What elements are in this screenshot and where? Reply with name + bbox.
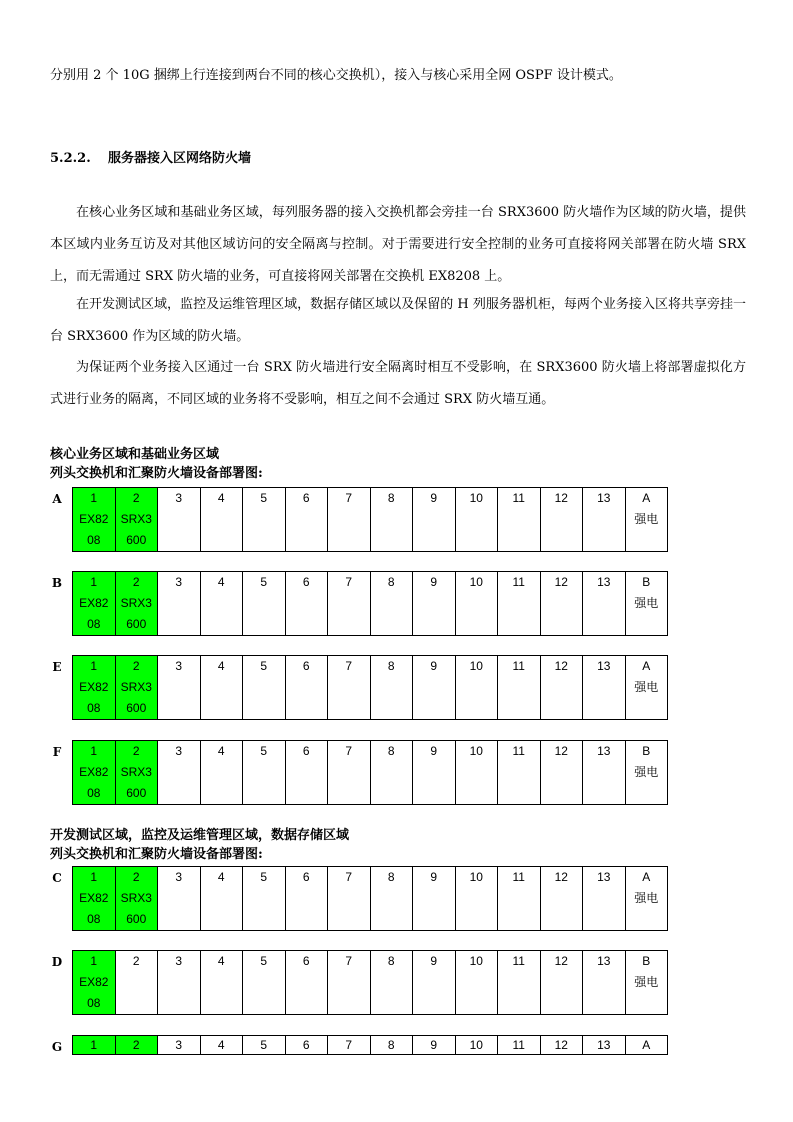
rack-cell xyxy=(370,741,413,805)
rack-cell-number: 5 xyxy=(260,659,268,673)
rack-cell xyxy=(200,1036,243,1055)
rack-cell xyxy=(243,951,286,1015)
rack-cell xyxy=(498,488,541,552)
rack-cell xyxy=(115,951,158,1015)
rack-cell-text: 1 xyxy=(90,744,98,758)
rack-cell-number: 5 xyxy=(260,491,268,505)
rack-cell-number: 9 xyxy=(430,491,438,505)
rack-cell-text: 强电 xyxy=(634,891,659,905)
rack-cell-number: 5 xyxy=(260,744,268,758)
rack-cell-number: 3 xyxy=(175,659,183,673)
rack-cell-text: 2 xyxy=(132,491,140,505)
rack-cell-text: B xyxy=(642,954,651,968)
rack-cell-text: 600 xyxy=(126,786,147,800)
rack-cell xyxy=(328,951,371,1015)
rack-cell xyxy=(328,488,371,552)
rack-cell-text: A xyxy=(642,491,651,505)
rack-cell xyxy=(498,951,541,1015)
rack-cell-number: 9 xyxy=(430,1038,438,1052)
rack-cell xyxy=(115,488,158,552)
rack-cell-number: 12 xyxy=(554,491,568,505)
rack-cell xyxy=(370,867,413,931)
rack-cell-text: 08 xyxy=(87,533,101,547)
rack-cell xyxy=(540,656,583,720)
rack-cell-text: 08 xyxy=(87,617,101,631)
rack-cell xyxy=(285,656,328,720)
rack-cell xyxy=(583,741,626,805)
rack-cell xyxy=(498,572,541,636)
rack-cell xyxy=(370,951,413,1015)
rack-cell-text: EX82 xyxy=(79,975,109,989)
rack-cell xyxy=(200,867,243,931)
rack-cell-number: 11 xyxy=(512,575,525,589)
rack-cell-number: 6 xyxy=(302,659,310,673)
rack-cell xyxy=(115,1036,158,1055)
table-row xyxy=(73,867,668,931)
rack-cell xyxy=(115,656,158,720)
rack-cell xyxy=(115,867,158,931)
rack-cell xyxy=(158,1036,201,1055)
rack-cell-number: 11 xyxy=(512,491,525,505)
rack-cell xyxy=(625,741,668,805)
rack-row-label: F xyxy=(52,745,62,759)
rack-cell xyxy=(115,741,158,805)
rack-cell-number: 10 xyxy=(469,491,483,505)
rack-cell xyxy=(200,572,243,636)
rack-cell-text: EX82 xyxy=(79,891,109,905)
rack-cell-number: 7 xyxy=(345,954,353,968)
rack-cell xyxy=(285,488,328,552)
rack-cell-number: 4 xyxy=(217,491,225,505)
rack-cell xyxy=(413,656,456,720)
rack-table-e xyxy=(72,655,668,720)
rack-cell xyxy=(158,572,201,636)
rack-cell-number: 4 xyxy=(217,870,225,884)
rack-cell-number: 6 xyxy=(302,954,310,968)
rack-cell xyxy=(285,741,328,805)
rack-cell-number: 7 xyxy=(345,870,353,884)
rack-cell xyxy=(328,741,371,805)
rack-cell xyxy=(455,867,498,931)
rack-cell xyxy=(583,488,626,552)
rack-cell xyxy=(243,656,286,720)
rack-cell xyxy=(243,741,286,805)
rack-cell-number: 8 xyxy=(387,575,395,589)
rack-cell xyxy=(625,951,668,1015)
rack-cell-text: B xyxy=(642,575,651,589)
rack-cell-number: 10 xyxy=(469,870,483,884)
rack-cell xyxy=(540,951,583,1015)
rack-cell xyxy=(285,867,328,931)
table-row xyxy=(73,488,668,552)
rack-cell-number: 11 xyxy=(512,659,525,673)
rack-cell-number: 11 xyxy=(512,870,525,884)
rack-cell-number: 6 xyxy=(302,575,310,589)
paragraph-3: 为保证两个业务接入区通过一台 SRX 防火墙进行安全隔离时相互不受影响，在 SRX3600 防火墙上将部署虚拟化方式进行业务的隔离，不同区域的业务将不受影响，相互之间不会通过 SRX 防火墙互通。 xyxy=(50,360,746,407)
rack-cell-text: 1 xyxy=(90,491,98,505)
rack-cell xyxy=(158,488,201,552)
rack-row-label: E xyxy=(52,660,62,674)
rack-cell xyxy=(158,951,201,1015)
rack-cell-number: 8 xyxy=(387,954,395,968)
rack-cell xyxy=(625,488,668,552)
rack-cell-text: 强电 xyxy=(634,765,659,779)
rack-cell xyxy=(73,951,116,1015)
section-heading xyxy=(50,149,251,169)
rack-cell-text: A xyxy=(642,659,651,673)
rack-cell-number: 5 xyxy=(260,954,268,968)
rack-cell-number: 12 xyxy=(554,575,568,589)
rack-cell xyxy=(73,488,116,552)
rack-cell-number: 11 xyxy=(512,954,525,968)
rack-cell-number: 3 xyxy=(175,870,183,884)
rack-cell-text: EX82 xyxy=(79,512,109,526)
table-row xyxy=(73,741,668,805)
rack-cell xyxy=(413,867,456,931)
rack-cell-text: 08 xyxy=(87,912,101,926)
rack-cell xyxy=(498,1036,541,1055)
rack-cell-number: 12 xyxy=(554,1038,568,1052)
rack-cell xyxy=(455,572,498,636)
rack-cell-text: 1 xyxy=(90,659,98,673)
rack-cell-number: 6 xyxy=(302,1038,310,1052)
rack-cell xyxy=(158,741,201,805)
rack-cell-text: A xyxy=(642,870,651,884)
rack-cell xyxy=(243,488,286,552)
rack-cell-text: SRX3 xyxy=(120,596,152,610)
rack-cell xyxy=(413,488,456,552)
rack-cell-number: 3 xyxy=(175,954,183,968)
rack-cell-text: 08 xyxy=(87,786,101,800)
rack-cell-text: 2 xyxy=(132,659,140,673)
rack-row-label: B xyxy=(51,576,63,590)
rack-cell xyxy=(285,1036,328,1055)
rack-cell-text: 600 xyxy=(126,617,147,631)
rack-cell-text: 1 xyxy=(90,870,98,884)
rack-cell-number: 8 xyxy=(387,1038,395,1052)
rack-cell-text: 强电 xyxy=(634,975,659,989)
rack-cell xyxy=(200,656,243,720)
rack-cell-number: 9 xyxy=(430,744,438,758)
rack-table-a xyxy=(72,487,668,552)
rack-cell-text: SRX3 xyxy=(120,512,152,526)
rack-cell xyxy=(73,656,116,720)
rack-cell xyxy=(200,488,243,552)
rack-cell-number: 7 xyxy=(345,659,353,673)
rack-cell-number: 13 xyxy=(597,659,611,673)
rack-cell xyxy=(625,1036,668,1055)
rack-cell-text: SRX3 xyxy=(120,891,152,905)
rack-cell xyxy=(243,867,286,931)
rack-cell-text: 强电 xyxy=(634,512,659,526)
rack-row-label: G xyxy=(51,1040,63,1054)
rack-cell-text: 600 xyxy=(126,701,147,715)
rack-table-f xyxy=(72,740,668,805)
rack-cell-number: 6 xyxy=(302,491,310,505)
rack-cell xyxy=(73,572,116,636)
rack-cell-number: 5 xyxy=(260,575,268,589)
rack-cell-number: 3 xyxy=(175,575,183,589)
rack-cell xyxy=(243,572,286,636)
rack-cell-number: 3 xyxy=(175,744,183,758)
rack-cell xyxy=(625,572,668,636)
rack-cell-number: 7 xyxy=(345,1038,353,1052)
group2-subtitle: 列头交换机和汇聚防火墙设备部署图: xyxy=(50,847,263,862)
rack-cell-text: 2 xyxy=(132,870,140,884)
table-row xyxy=(73,656,668,720)
rack-cell-number: 9 xyxy=(430,870,438,884)
group1-subtitle: 列头交换机和汇聚防火墙设备部署图: xyxy=(50,466,263,481)
rack-cell xyxy=(583,1036,626,1055)
table-row xyxy=(73,951,668,1015)
rack-cell-number: 3 xyxy=(175,491,183,505)
rack-cell-text: 1 xyxy=(90,575,98,589)
rack-cell xyxy=(540,741,583,805)
rack-cell xyxy=(200,951,243,1015)
rack-cell-number: 4 xyxy=(217,1038,225,1052)
rack-cell-text: SRX3 xyxy=(120,765,152,779)
rack-cell-text: 强电 xyxy=(634,596,659,610)
rack-cell-text: A xyxy=(642,1038,651,1052)
rack-cell xyxy=(158,867,201,931)
rack-cell xyxy=(413,572,456,636)
rack-cell-number: 13 xyxy=(597,1038,611,1052)
rack-cell-text: 1 xyxy=(90,1038,98,1052)
rack-cell-number: 12 xyxy=(554,870,568,884)
rack-cell-text: 08 xyxy=(87,996,101,1010)
table-row xyxy=(73,1036,668,1055)
rack-cell-number: 7 xyxy=(345,491,353,505)
rack-cell xyxy=(328,656,371,720)
rack-cell-text: 2 xyxy=(132,744,140,758)
group2-title: 开发测试区域，监控及运维管理区域，数据存储区域 xyxy=(50,828,350,843)
rack-cell-text: 08 xyxy=(87,701,101,715)
rack-cell xyxy=(413,1036,456,1055)
paragraph-2: 在开发测试区域，监控及运维管理区域，数据存储区域以及保留的 H 列服务器机柜，每两个业务接入区将共享旁挂一台 SRX3600 作为区域的防火墙。 xyxy=(50,297,746,344)
rack-cell xyxy=(243,1036,286,1055)
rack-cell-number: 12 xyxy=(554,954,568,968)
rack-cell xyxy=(583,572,626,636)
rack-cell xyxy=(73,1036,116,1055)
rack-cell-number: 6 xyxy=(302,744,310,758)
rack-cell-number: 10 xyxy=(469,659,483,673)
rack-cell-text: 600 xyxy=(126,533,147,547)
rack-cell-number: 7 xyxy=(345,744,353,758)
rack-cell-number: 12 xyxy=(554,659,568,673)
rack-cell xyxy=(328,867,371,931)
rack-cell-number: 13 xyxy=(597,870,611,884)
rack-cell-text: 2 xyxy=(132,575,140,589)
rack-cell xyxy=(583,951,626,1015)
rack-cell-text: 强电 xyxy=(634,680,659,694)
section-title: 服务器接入区网络防火墙 xyxy=(108,151,252,166)
rack-cell xyxy=(115,572,158,636)
rack-table-c xyxy=(72,866,668,931)
rack-cell xyxy=(370,488,413,552)
rack-cell-number: 13 xyxy=(597,575,611,589)
rack-cell xyxy=(413,951,456,1015)
rack-cell-number: 10 xyxy=(469,1038,483,1052)
paragraph-1: 在核心业务区域和基础业务区域，每列服务器的接入交换机都会旁挂一台 SRX3600 防火墙作为区域的防火墙，提供本区域内业务互访及对其他区域访问的安全隔离与控制。对于需要进行安全控制的业务可直接将网关部署在防火墙 SRX 上，而无需通过 SRX 防火墙的业务，可直接将网关部署在交换机 EX8208 上。 xyxy=(50,205,746,284)
intro-line: 分别用 2 个 10G 捆绑上行连接到两台不同的核心交换机），接入与核心采用全网 OSPF 设计模式。 xyxy=(50,68,622,83)
rack-cell-number: 12 xyxy=(554,744,568,758)
rack-cell xyxy=(158,656,201,720)
rack-cell-number: 8 xyxy=(387,870,395,884)
rack-cell xyxy=(540,1036,583,1055)
rack-cell xyxy=(540,867,583,931)
rack-cell-text: 2 xyxy=(132,1038,140,1052)
rack-cell-text: 600 xyxy=(126,912,147,926)
rack-cell xyxy=(413,741,456,805)
rack-cell xyxy=(285,572,328,636)
rack-cell xyxy=(328,572,371,636)
rack-cell xyxy=(625,867,668,931)
rack-cell xyxy=(540,488,583,552)
rack-cell xyxy=(73,867,116,931)
rack-table-b xyxy=(72,571,668,636)
rack-cell-number: 11 xyxy=(512,1038,525,1052)
rack-cell xyxy=(583,656,626,720)
rack-row-label: D xyxy=(51,955,63,969)
rack-cell xyxy=(583,867,626,931)
rack-cell-number: 10 xyxy=(469,744,483,758)
rack-cell xyxy=(498,867,541,931)
rack-cell-number: 9 xyxy=(430,575,438,589)
rack-cell-text: SRX3 xyxy=(120,680,152,694)
rack-cell xyxy=(285,951,328,1015)
rack-row-label: C xyxy=(52,871,62,885)
rack-cell-number: 7 xyxy=(345,575,353,589)
group1-title: 核心业务区域和基础业务区域 xyxy=(50,447,220,462)
rack-cell-number: 8 xyxy=(387,659,395,673)
rack-cell-number: 4 xyxy=(217,575,225,589)
rack-cell-number: 5 xyxy=(260,1038,268,1052)
rack-cell-number: 10 xyxy=(469,575,483,589)
rack-cell-number: 13 xyxy=(597,744,611,758)
rack-cell xyxy=(625,656,668,720)
rack-cell-number: 3 xyxy=(175,1038,183,1052)
rack-cell xyxy=(455,741,498,805)
rack-cell xyxy=(370,656,413,720)
rack-cell-number: 13 xyxy=(597,954,611,968)
rack-cell-number: 4 xyxy=(217,744,225,758)
rack-table-g xyxy=(72,1035,668,1055)
rack-cell xyxy=(540,572,583,636)
rack-cell xyxy=(455,656,498,720)
rack-cell-text: B xyxy=(642,744,651,758)
rack-cell-number: 4 xyxy=(217,659,225,673)
rack-cell-number: 5 xyxy=(260,870,268,884)
rack-cell-number: 6 xyxy=(302,870,310,884)
rack-cell-text: 2 xyxy=(132,954,140,968)
rack-cell-number: 10 xyxy=(469,954,483,968)
rack-row-label: A xyxy=(52,492,62,506)
rack-cell xyxy=(200,741,243,805)
rack-cell-text: 1 xyxy=(90,954,98,968)
rack-cell xyxy=(455,1036,498,1055)
rack-cell-number: 4 xyxy=(217,954,225,968)
rack-cell xyxy=(73,741,116,805)
rack-cell-number: 8 xyxy=(387,491,395,505)
rack-cell xyxy=(498,741,541,805)
table-row xyxy=(73,572,668,636)
rack-cell-number: 9 xyxy=(430,659,438,673)
rack-cell-text: EX82 xyxy=(79,596,109,610)
rack-cell-number: 13 xyxy=(597,491,611,505)
rack-cell-text: EX82 xyxy=(79,765,109,779)
rack-cell-number: 11 xyxy=(512,744,525,758)
rack-cell xyxy=(498,656,541,720)
rack-cell xyxy=(370,572,413,636)
rack-cell xyxy=(328,1036,371,1055)
rack-table-d xyxy=(72,950,668,1015)
section-number: 5.2.2. xyxy=(50,151,91,166)
rack-cell xyxy=(370,1036,413,1055)
rack-cell-number: 9 xyxy=(430,954,438,968)
rack-cell-number: 8 xyxy=(387,744,395,758)
rack-cell xyxy=(455,951,498,1015)
rack-cell xyxy=(455,488,498,552)
rack-cell-text: EX82 xyxy=(79,680,109,694)
